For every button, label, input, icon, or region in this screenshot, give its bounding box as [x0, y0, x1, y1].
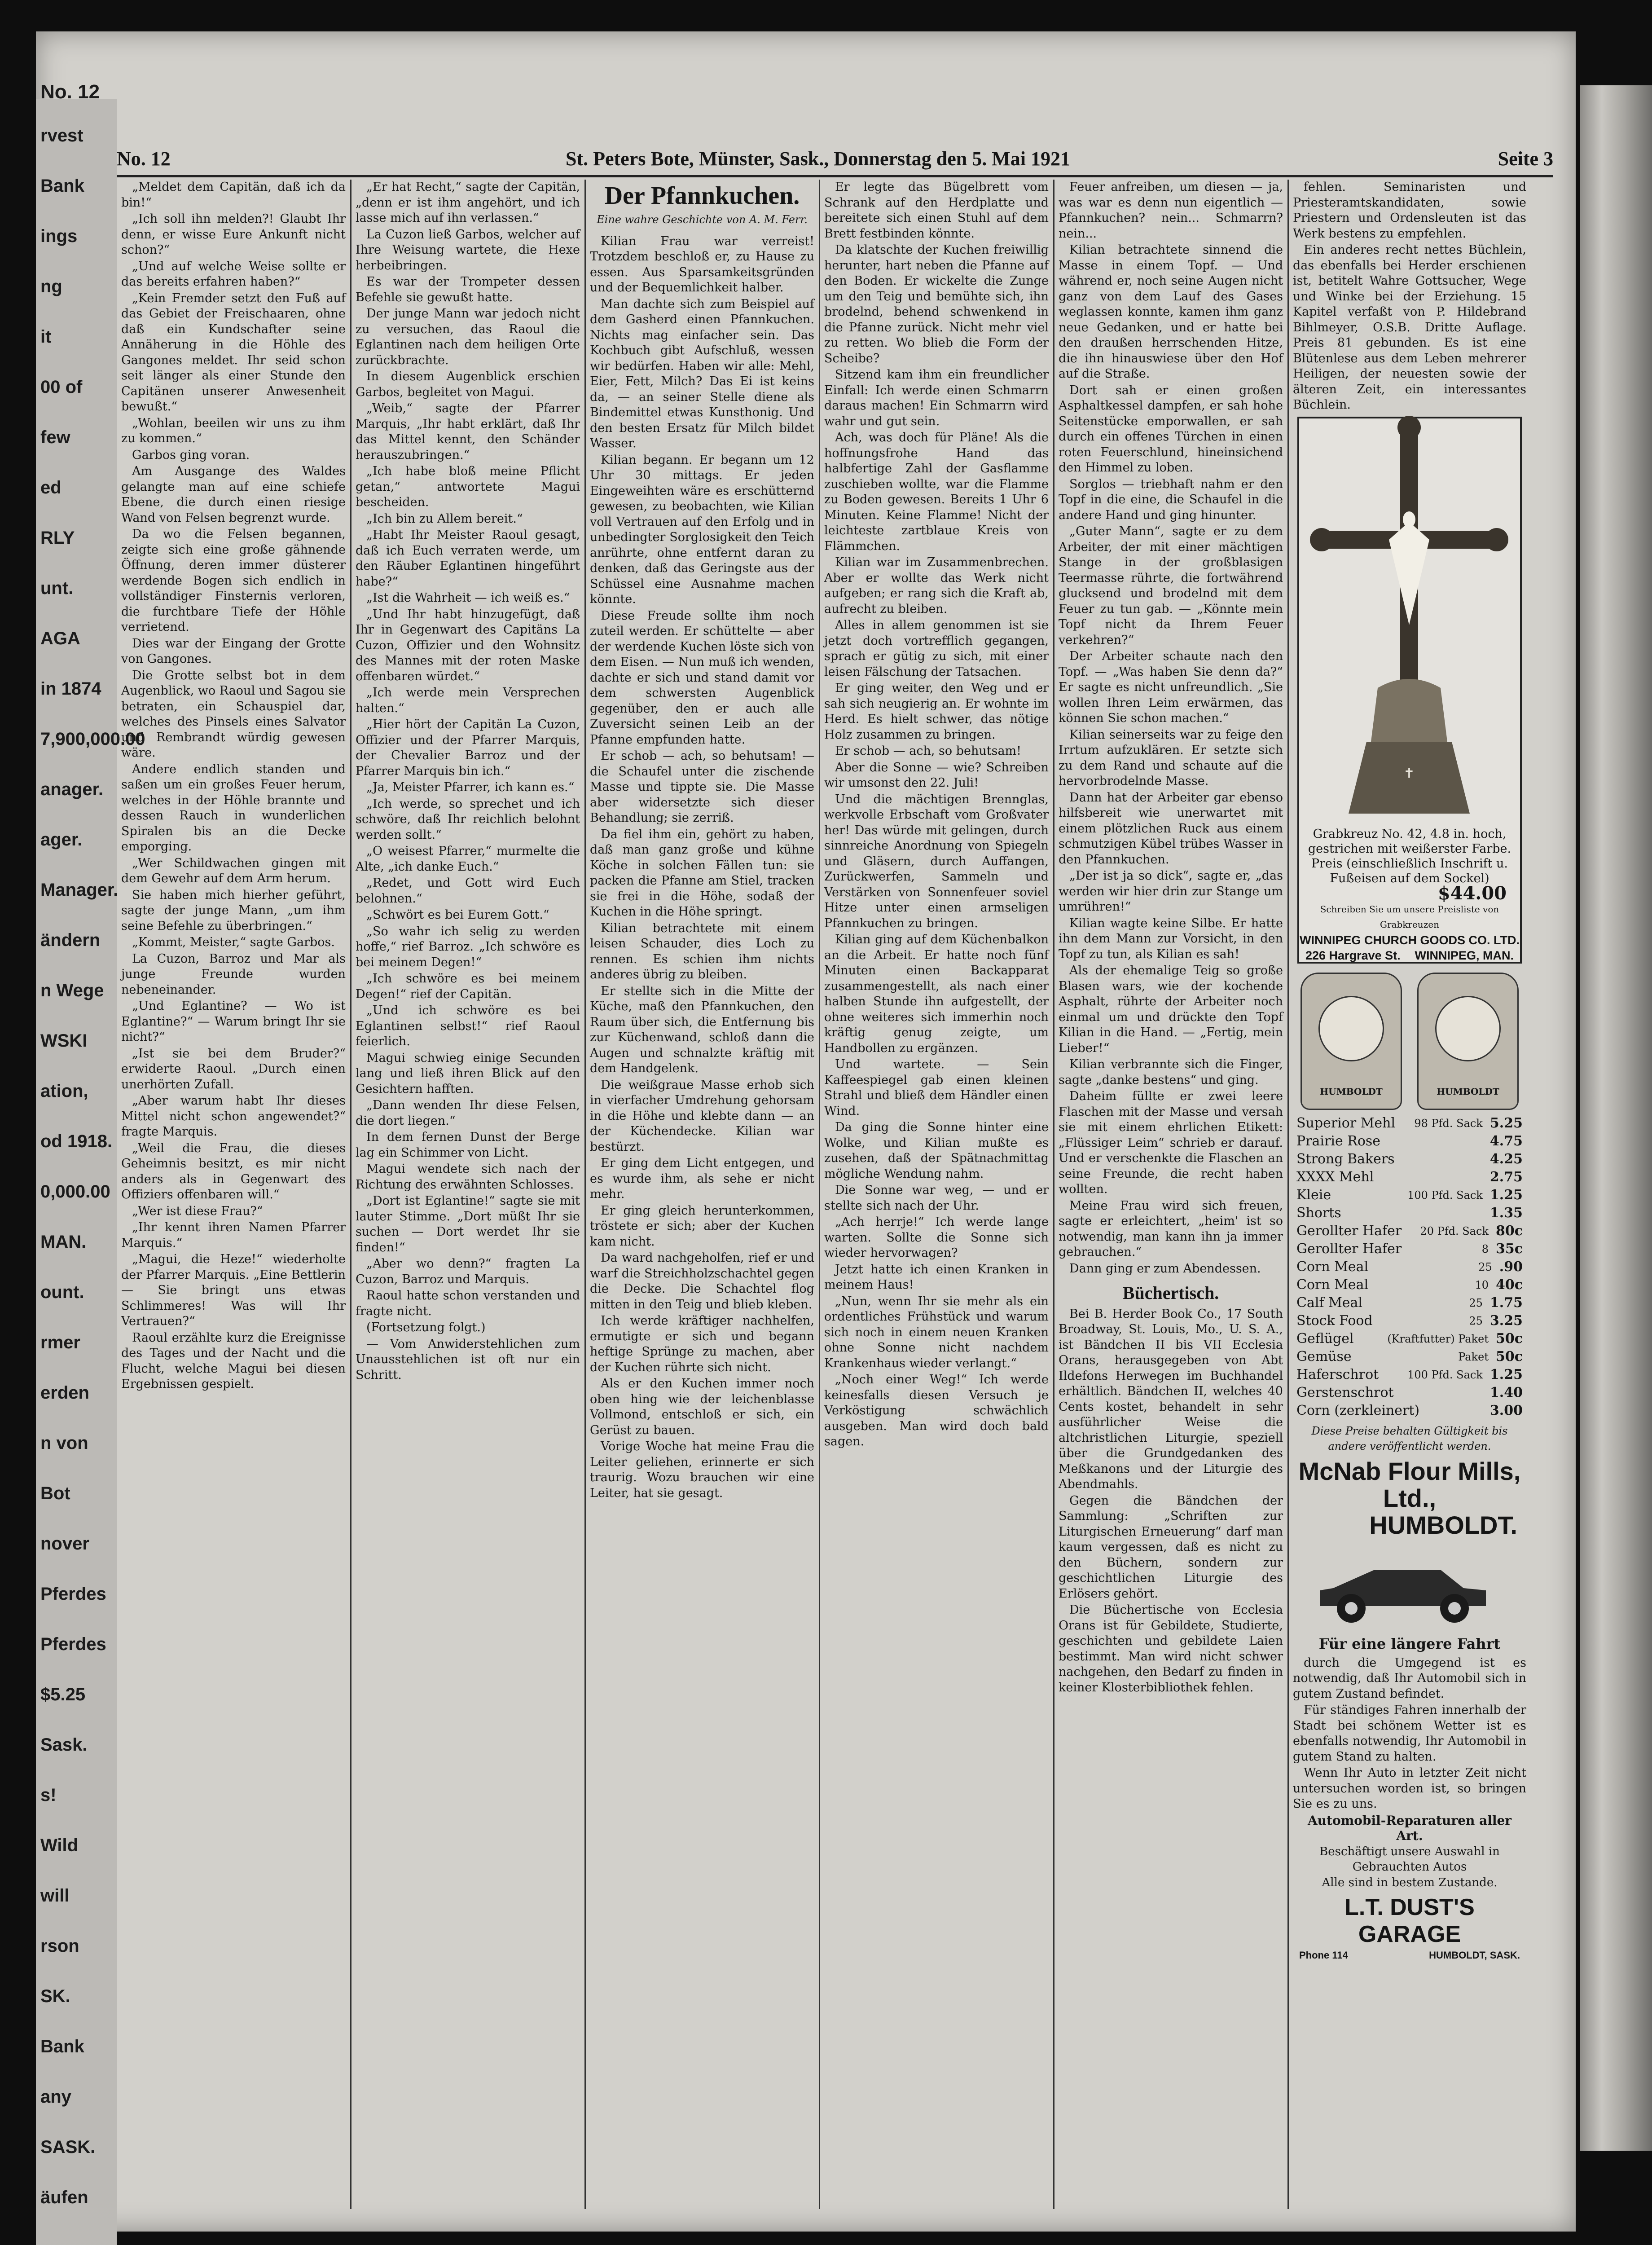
prev-page-fragment: SK.	[40, 1986, 70, 2006]
mill-city: HUMBOLDT.	[1369, 1510, 1517, 1539]
book-review-paragraph: Die Büchertische von Ecclesia Orans ist für Gebildete, Studierte, geschichten und gebildete Laien bestimmt. Man wird nicht schwer nachgehen, den Bedarf zu finden in keiner Klosterbibliothek fehlen.	[1059, 1603, 1283, 1695]
page-number: No. 12	[117, 148, 171, 170]
price-item: Corn Meal	[1296, 1259, 1369, 1275]
garage-ad-text	[1293, 1655, 1526, 1812]
story-paragraph: Der Arbeiter schaute nach den Topf. — „Was haben Sie denn da?“ Er sagte es nicht unfreundlich. „Sie wollen Ihren Leim erwärmen, das können Sie schon machen.“	[1059, 649, 1283, 725]
column-pfannkuchen-end	[1059, 180, 1283, 2209]
story-paragraph: Kilian betrachtete mit einem leisen Schauder, dies Loch zu rennen. Es schien ihm nichts anderes übrig zu bleiben.	[590, 921, 814, 982]
story-paragraph: „Und auf welche Weise sollte er das bereits erfahren haben?“	[121, 259, 346, 289]
price-row	[1293, 1384, 1526, 1402]
price-unit: Paket	[1458, 1350, 1489, 1363]
price-item: Haferschrot	[1296, 1366, 1379, 1382]
prev-page-fragment: Wild	[40, 1836, 79, 1855]
story-paragraph: (Fortsetzung folgt.)	[366, 1321, 486, 1334]
price-unit: (Kraftfutter) Paket	[1387, 1332, 1489, 1345]
price-row	[1293, 1240, 1526, 1258]
prev-page-fragment: Pferdes	[40, 1634, 106, 1654]
story-paragraph: Magui schwieg einige Secunden lang und ließ ihren Blick auf den Gesichtern hafften.	[356, 1051, 580, 1096]
price-item: Prairie Rose	[1296, 1133, 1381, 1149]
story-paragraph: „Ich werde, so sprechet und ich schwöre, daß Ihr reichlich belohnt werden sollt.“	[356, 797, 580, 842]
story-paragraph: In diesem Augenblick erschien Garbos, begleitet von Magui.	[356, 370, 580, 399]
prev-page-fragment: WSKI	[40, 1031, 88, 1051]
price-item: Corn Meal	[1296, 1277, 1369, 1293]
story-paragraph: „Ja, Meister Pfarrer, ich kann es.“	[366, 780, 575, 794]
sack-label: HUMBOLDT	[1437, 1086, 1499, 1097]
story-paragraph: Andere endlich standen und saßen um ein großes Feuer herum, welches in der Höhle brannte und dessen Rauch in wunderlichen Spiralen bis an die Decke emporging.	[121, 762, 346, 854]
prev-page-fragment: Sask.	[40, 1735, 88, 1755]
price-price: 3.25	[1489, 1312, 1523, 1329]
story-paragraph: — Vom Anwiderstehlichen zum Unausstehlichen ist oft nur ein Schritt.	[356, 1337, 580, 1382]
story-paragraph: Er stellte sich in die Mitte der Küche, maß den Pfannkuchen, den Raum über sich, die Entfernung bis zur Küchenwand, schloß dann die Augen und schnalzte kräftig mit dem Handgelenk.	[590, 984, 814, 1075]
flour-price-list	[1293, 1114, 1526, 1420]
story-paragraph: „Ach herrje!“ Ich werde lange warten. Sollte die Sonne sich wieder hervorwagen?	[824, 1215, 1049, 1260]
cross-price: $44.00	[1437, 883, 1507, 904]
newspaper-page	[36, 31, 1576, 2232]
price-row	[1293, 1222, 1526, 1240]
story-paragraph: „Er hat Recht,“ sagte der Capitän, „denn er ist ihm angehört, und ich lasse mich auf ihn verlassen.“	[356, 180, 580, 225]
flour-sacks-illustration	[1293, 973, 1526, 1110]
story-paragraph: Raoul hatte schon verstanden und fragte nicht.	[356, 1289, 580, 1318]
story-paragraph: „Noch einer Weg!“ Ich werde keinesfalls diesen Versuch je Verköstigung schwächlich ausgeben. Man wird doch bald sagen.	[824, 1373, 1049, 1448]
story-paragraph: Da wo die Felsen begannen, zeigte sich eine große gähnende Öffnung, deren immer düsterer werdende Bogen sich endlich in vollständiger Finsternis verloren, die furchtbare Tiefe der Höhle verrietend.	[121, 527, 346, 634]
prev-page-fragment: few	[40, 427, 70, 447]
story-paragraph: „Ich habe bloß meine Pflicht getan,“ antwortete Magui bescheiden.	[356, 464, 580, 509]
story-paragraph: Kilian seinerseits war zu feige den Irrtum aufzuklären. Er setzte sich zu dem Rand und schaute auf die hervorbrodelnde Masse.	[1059, 727, 1283, 788]
garage-phone: Phone 114	[1299, 1950, 1348, 1961]
price-unit: 8	[1481, 1242, 1489, 1255]
price-row	[1293, 1258, 1526, 1276]
story-paragraph: Als er den Kuchen immer noch oben hing wie der leichenblasse Vollmond, entschloß er sich, ein Gerüst zu bauen.	[590, 1377, 814, 1437]
story-paragraph: La Cuzon, Barroz und Mar als junge Freunde wurden nebeneinander.	[121, 951, 346, 997]
sack-label: HUMBOLDT	[1320, 1086, 1383, 1097]
story-paragraph: „Der ist ja so dick“, sagte er, „das werden wir hier drin zur Stange um umrühren!“	[1059, 869, 1283, 914]
sack-emblem	[1435, 996, 1501, 1061]
price-price: 1.25	[1489, 1187, 1523, 1203]
previous-page-edge	[36, 81, 145, 2245]
flour-sack	[1301, 973, 1402, 1110]
story-paragraph: Und die mächtigen Brennglas, werkvolle Erbschaft vom Großvater her! Das würde mit gelingen, durch sinnreiche Anordnung von Spiegeln und Gläsern, durch Auffangen, Zurückwerfen, Sammeln und Verstärken von Sonnenfeuer soviel Hitze unter einen armseligen Pfannkuchen zu bringen.	[824, 792, 1049, 930]
price-item: Geflügel	[1296, 1330, 1354, 1347]
story-paragraph: „Ist sie bei dem Bruder?“ erwiderte Raoul. „Durch einen unerhörten Zufall.	[121, 1046, 346, 1092]
flour-sack	[1417, 973, 1519, 1110]
story-subtitle: Eine wahre Geschichte von A. M. Ferr.	[597, 213, 808, 226]
prev-page-fragment: Bank	[40, 2037, 84, 2056]
story-paragraph: Da ward nachgeholfen, rief er und warf die Streichholzschachtel gegen die Decke. Die Schachtel flog mitten in den Teig und blieb kleben.	[590, 1251, 814, 1312]
story-paragraph: „Hier hört der Capitän La Cuzon, Offizier und der Pfarrer Marquis, der Chevalier Barroz und der Pfarrer Marquis bin ich.“	[356, 718, 580, 778]
prev-page-fragment: ount.	[40, 1282, 84, 1302]
price-item: Gerollter Hafer	[1296, 1241, 1402, 1257]
column-rule	[350, 180, 351, 2209]
story-paragraph: Kilian betrachtete sinnend die Masse in einem Topf. — Und während er, noch seine Augen nicht ganz von dem Lauf des Gases weglassen konnte, kamen ihm ganz neue Gedanken, und er hatte bei den draußen herrschenden Hitze, die ihn hinauswiese über den Hof auf die Straße.	[1059, 243, 1283, 381]
story-paragraph: Daheim füllte er zwei leere Flaschen mit der Masse und versah sie mit einem ehrlichen Etikett: „Flüssiger Leim“ schrieb er darauf. Und er verschenkte die Flaschen an seine Freunde, die recht haben wollten.	[1059, 1089, 1283, 1196]
story-paragraph: „Magui, die Heze!“ wiederholte der Pfarrer Marquis. „Eine Bettlerin — Sie bringt uns etwas Schlimmeres! Was will Ihr Vertrauen?“	[121, 1252, 346, 1328]
price-unit: 20 Pfd. Sack	[1420, 1224, 1489, 1237]
story-paragraph: Und wartete. — Sein Kaffeespiegel gab einen kleinen Strahl und bließ dem Händler einen Wind.	[824, 1057, 1049, 1118]
prev-page-fragment: ändern	[40, 930, 101, 950]
prev-page-fragment: äufen	[40, 2188, 88, 2207]
price-unit: 25	[1478, 1260, 1492, 1273]
story-paragraph: Er legte das Bügelbrett vom Schrank auf den Herdplatte und bereitete sich einen Stuhl auf dem Brett festbinden könnte.	[824, 180, 1049, 241]
column-rule	[1287, 180, 1289, 2209]
prev-page-fragment: ation,	[40, 1081, 88, 1101]
story-paragraph: In dem fernen Dunst der Berge lag ein Schimmer von Licht.	[356, 1130, 580, 1160]
price-price: 3.00	[1489, 1402, 1523, 1418]
paper-title-date: St. Peters Bote, Münster, Sask., Donnerstag den 5. Mai 1921	[566, 148, 1070, 170]
prev-page-fragment: od 1918.	[40, 1131, 113, 1151]
price-item: Superior Mehl	[1296, 1115, 1396, 1131]
page-label: Seite 3	[1498, 148, 1553, 170]
sack-emblem	[1318, 996, 1384, 1061]
book-notice	[1293, 180, 1526, 413]
prev-page-fragment: Manager.	[40, 880, 119, 900]
story-paragraph: Alles in allem genommen ist sie jetzt doch vortrefflich gegangen, sprach er gütig zu sich, mit einer leisen Fälschung der Tatsachen.	[824, 618, 1049, 679]
book-notice-paragraph: fehlen. Seminaristen und Priesteramtskandidaten, sowie Priestern und Ordensleuten ist das Werk bestens zu empfehlen.	[1293, 180, 1526, 241]
story-paragraph: „Kein Fremder setzt den Fuß auf das Gebiet der Freischaaren, ohne daß ein Kundschafter seine Annäherung in die Höhle des Gangones meldet. Ihr seid schon seit länger als einer Stunde den Capitänen unserer Anwesenheit bewußt.“	[121, 291, 346, 414]
price-row	[1293, 1330, 1526, 1348]
story-paragraph: „Ich schwöre es bei meinem Degen!“ rief der Capitän.	[356, 972, 580, 1001]
story-paragraph: „Kommt, Meister,“ sagte Garbos.	[132, 935, 335, 949]
story-paragraph: Dies war der Eingang der Grotte von Gangones.	[121, 636, 346, 666]
cross-note: Schreiben Sie um unsere Preisliste von Grabkreuzen	[1320, 903, 1499, 930]
story-paragraph: Der junge Mann war jedoch nicht zu versuchen, das Raoul die Eglantinen nach dem heiligen Orte zurückbrachte.	[356, 307, 580, 367]
prev-page-fragment: 00 of	[40, 377, 83, 397]
story-paragraph: „Ich soll ihn melden?! Glaubt Ihr denn, er wisse Eure Ankunft nicht schon?“	[121, 212, 346, 257]
book-review-paragraph: Bei B. Herder Book Co., 17 South Broadway, St. Louis, Mo., U. S. A., ist Bändchen II bis VII Ecclesia Orans, herausgegeben von Abt Ildefons Herwegen im Buchhandel erhältlich. Bändchen II, welches 40 Cents kostet, behandelt in sehr ausführlicher Weise die altchristlichen Liturgie, speziell über die Grundgedanken des Meßkanons und der Liturgie des Abendmahls.	[1059, 1307, 1283, 1491]
story-paragraph: Da klatschte der Kuchen freiwillig herunter, hart neben die Pfanne auf den Boden. Er wickelte die Zunge um den Teig und bemühte sich, ihn brodelnd, behend schwenkend in die Pfanne zurück. Nicht mehr viel zu retten. Wo blieb die Form der Scheibe?	[824, 243, 1049, 365]
story-paragraph: Die Grotte selbst bot in dem Augenblick, wo Raoul und Sagou sie betraten, ein Schauspiel dar, welches des Pinsels eines Salvator und Rembrandt würdig gewesen wäre.	[121, 668, 346, 760]
crucifix-illustration	[1299, 418, 1519, 823]
garage-paragraph: Wenn Ihr Auto in letzter Zeit nicht untersuchen worden ist, so bringen Sie es zu uns.	[1293, 1766, 1526, 1811]
story-paragraph: „Wer Schildwachen gingen mit dem Gewehr auf dem Arm herum.	[121, 856, 346, 885]
prev-page-fragment: Bank	[40, 176, 84, 196]
prev-page-fragment: RLY	[40, 528, 75, 548]
story-paragraph: Er ging dem Licht entgegen, und es wurde ihm, als sehe er nicht mehr.	[590, 1156, 814, 1201]
price-unit: 25	[1469, 1314, 1483, 1327]
story-paragraph: „Und ich schwöre es bei Eglantinen selbst!“ rief Raoul feierlich.	[356, 1004, 580, 1048]
prev-page-fragment: ed	[40, 478, 62, 497]
story-paragraph: „Ihr kennt ihren Namen Pfarrer Marquis.“	[121, 1220, 346, 1250]
column-pfannkuchen	[590, 180, 814, 2209]
story-paragraph: „Redet, und Gott wird Euch belohnen.“	[356, 876, 580, 906]
column-rule	[1053, 180, 1054, 2209]
story-paragraph: „Wer ist diese Frau?“	[132, 1204, 263, 1218]
story-paragraph: Ach, was doch für Pläne! Als die hoffnungsfrohe Hand das halbfertige Zahl der Gasflamme zuschieben wollte, war die Flamme zu Boden gewesen. Bereits 1 Uhr 6 Minuten. Keine Flamme! Nicht der leichteste zartblaue Kreis von Flämmchen.	[824, 431, 1049, 553]
price-item: XXXX Mehl	[1296, 1169, 1374, 1185]
prev-page-fragment: 0,000.00	[40, 1182, 110, 1202]
story-paragraph: „Ich bin zu Allem bereit.“	[366, 511, 523, 526]
page-binding-edge	[1580, 85, 1652, 2151]
price-item: Gerollter Hafer	[1296, 1223, 1402, 1239]
story-paragraph: „Dort ist Eglantine!“ sagte sie mit lauter Stimme. „Dort müßt Ihr sie suchen — Dort werdet Ihr sie finden!“	[356, 1194, 580, 1255]
story-paragraph: „Habt Ihr Meister Raoul gesagt, daß ich Euch verraten werde, um den Räuber Eglantinen hingeführt habe?“	[356, 528, 580, 589]
price-unit	[1380, 1132, 1490, 1150]
story-body	[590, 234, 814, 1501]
price-unit	[1419, 1402, 1490, 1420]
story-paragraph: Dort sah er einen großen Asphaltkessel dampfen, er sah hohe Seitenstücke emporwallen, er sah durch ein offenes Türchen in einen roten Feuerschlund, hineinsichend den Himmel zu loben.	[1059, 383, 1283, 475]
price-item: Gemüse	[1296, 1348, 1352, 1365]
price-unit	[1374, 1168, 1490, 1186]
prev-page-fragment: MAN.	[40, 1232, 87, 1252]
price-item: Shorts	[1296, 1205, 1341, 1221]
story-paragraph: „Und Ihr habt hinzugefügt, daß Ihr in Gegenwart des Capitäns La Cuzon, Offizier und den Wohnsitz des Mannes mit der roten Maske offenbaren würdet.“	[356, 607, 580, 683]
story-paragraph: Meine Frau wird sich freuen, sagte er erleichtert, „heim' ist so notwendig, man kann ihn ja immer gebrauchen.“	[1059, 1198, 1283, 1259]
story-paragraph: Garbos ging voran.	[132, 448, 250, 462]
prev-page-fragment: unt.	[40, 578, 74, 598]
prev-page-fragment: in 1874	[40, 679, 101, 699]
book-notice-paragraph: Ein anderes recht nettes Büchlein, das ebenfalls bei Herder erschienen ist, betitelt Wahre Gottsucher, Wege und Winke bei der Erziehung. 15 Kapitel verfaßt von P. Hildebrand Bihlmeyer, O.S.B. Dritte Auflage. Preis 81 gebunden. Es ist eine Blütenlese aus dem Leben mehrerer Heiligen, der neuesten sowie der älteren Zeit, ein interessantes Büchlein.	[1293, 243, 1526, 412]
price-row	[1293, 1150, 1526, 1168]
story-paragraph: Er schob — ach, so behutsam! — die Schaufel unter die zischende Masse und tippte sie. Die Masse aber widersetzte sich dieser Behandlung; sie zerriß.	[590, 749, 814, 825]
story-paragraph: Die Sonne war weg, — und er stellte sich nach der Uhr.	[824, 1183, 1049, 1213]
price-row	[1293, 1204, 1526, 1222]
prev-page-fragment: Bot	[40, 1483, 70, 1503]
prev-page-fragment: it	[40, 327, 52, 347]
prices-note: Diese Preise behalten Gültigkeit bis andere veröffentlicht werden.	[1311, 1424, 1508, 1453]
story-paragraph: Sorglos — triebhaft nahm er den Topf in die eine, die Schaufel in die andere Hand und ging hinunter.	[1059, 477, 1283, 522]
story-paragraph: Magui wendete sich nach der Richtung des erwähnten Schlosses.	[356, 1162, 580, 1192]
price-price: 2.75	[1489, 1169, 1523, 1185]
price-unit: 25	[1469, 1296, 1483, 1309]
church-goods-address: 226 Hargrave St.	[1305, 949, 1401, 962]
story-paragraph: Die weißgraue Masse erhob sich in vierfacher Umdrehung gehorsam in die Höhe und klebte dann — an der Küchendecke. Kilian war bestürzt.	[590, 1078, 814, 1154]
story-paragraph: Als der ehemalige Teig so große Blasen wars, wie der kochende Asphalt, rührte der Arbeiter noch einmal um und drückte den Topf Kilian in die Hand. — „Fertig, mein Lieber!“	[1059, 964, 1283, 1055]
price-price: 5.25	[1489, 1115, 1523, 1131]
story-paragraph: Er schob — ach, so behutsam!	[835, 744, 1022, 758]
page-header	[117, 144, 1553, 177]
prev-page-fragment: Pferdes	[40, 1584, 106, 1604]
prev-page-fragment: rmer	[40, 1333, 80, 1352]
garage-city: HUMBOLDT, SASK.	[1429, 1950, 1520, 1961]
price-item: Gerstenschrot	[1296, 1384, 1394, 1400]
price-price: 4.75	[1489, 1133, 1523, 1149]
story-paragraph: Man dachte sich zum Beispiel auf dem Gasherd einen Pfannkuchen. Nichts mag einfacher sein. Das Kochbuch gibt Aufschluß, wessen wir bedürfen. Haben wir alle: Mehl, Eier, Fett, Milch? Das Ei ist keins da, — an seiner Stelle diene als Bindemittel etwas Kunsthonig. Und den besten Ersatz für Milch bildet Wasser.	[590, 297, 814, 450]
story-paragraph: „Und Eglantine? — Wo ist Eglantine?“ — Warum bringt Ihr sie nicht?“	[121, 999, 346, 1044]
books-body	[1059, 1307, 1283, 1696]
price-unit	[1341, 1204, 1490, 1222]
story-paragraph: Sie haben mich hierher geführt, sagte der junge Mann, „um ihm seine Befehle zu überbringen.“	[121, 888, 346, 933]
column-pfannkuchen-cont	[824, 180, 1049, 2209]
price-price: 1.25	[1489, 1366, 1523, 1382]
price-row	[1293, 1348, 1526, 1366]
column-rule	[819, 180, 820, 2209]
price-unit: 98 Pfd. Sack	[1414, 1117, 1483, 1130]
story-ending	[1059, 180, 1283, 1277]
price-unit	[1395, 1150, 1490, 1168]
column-rule	[584, 180, 586, 2209]
price-item: Corn (zerkleinert)	[1296, 1402, 1420, 1418]
cross-caption: Grabkreuz No. 42, 4.8 in. hoch, gestrichen mit weißerster Farbe. Preis (einschließlich Inschrift u. Fußeisen auf dem Sockel)	[1308, 827, 1511, 885]
price-price: 50c	[1495, 1330, 1523, 1347]
story-paragraph: „Aber wo denn?“ fragten La Cuzon, Barroz und Marquis.	[356, 1257, 580, 1286]
story-paragraph: Jetzt hatte ich einen Kranken in meinem Haus!	[824, 1262, 1049, 1292]
story-paragraph: Ich werde kräftiger nachhelfen, ermutigte er sich und begann heftige Sprünge zu machen, aber der Kuchen rührte sich nicht.	[590, 1314, 814, 1374]
story-paragraph: Kilian wagte keine Silbe. Er hatte ihn dem Mann zur Vorsicht, in den Topf zu tun, als Kilian es sah!	[1059, 916, 1283, 961]
story-paragraph: Er ging gleich herunterkommen, tröstete er sich; aber der Kuchen kam nicht.	[590, 1203, 814, 1249]
story-paragraph: Da fiel ihm ein, gehört zu haben, daß man ganz große und kühne Köche in solchen Fällen tun: sie packen die Pfanne am Stiel, tracken sie frei in die Höhe, sodaß der Kuchen in die Höhe springt.	[590, 827, 814, 919]
column-advertisements	[1293, 180, 1526, 2209]
story-paragraph: Dann hat der Arbeiter gar ebenso hilfsbereit wie unerwartet mit einem plötzlichen Ruck aus einem schmutzigen Kübel trübes Wasser in den Pfannkuchen.	[1059, 790, 1283, 867]
price-price: 1.40	[1489, 1384, 1523, 1400]
price-price: 4.25	[1489, 1151, 1523, 1167]
story-title: Der Pfannkuchen.	[604, 182, 800, 210]
automobile-illustration	[1293, 1539, 1517, 1629]
price-row	[1293, 1402, 1526, 1420]
price-row	[1293, 1114, 1526, 1132]
price-price: 35c	[1495, 1241, 1523, 1257]
price-row	[1293, 1366, 1526, 1384]
price-row	[1293, 1168, 1526, 1186]
prev-page-fragment: ings	[40, 226, 78, 246]
price-unit: 100 Pfd. Sack	[1407, 1189, 1483, 1202]
price-item: Calf Meal	[1296, 1294, 1363, 1311]
prev-page-fragment: n Wege	[40, 981, 104, 1000]
story-paragraph: Kilian begann. Er begann um 12 Uhr 30 mittags. Er jeden Eingeweihten wäre es erschütternd gewesen, zu beobachten, wie Kilian voll Vertrauen auf den Erfolg und in unbedingter Sorglosigkeit den Teich anrührte, ohne entfernt daran zu denken, daß das Geringste aus der Schüssel eine Ausnahme machen könnte.	[590, 453, 814, 606]
garage-guarantee: Alle sind in bestem Zustande.	[1322, 1875, 1498, 1889]
story-paragraph: „Schwört es bei Eurem Gott.“	[366, 908, 549, 922]
story-paragraph: Dann ging er zum Abendessen.	[1069, 1261, 1261, 1276]
story-paragraph: Raoul erzählte kurz die Ereignisse des Tages und der Nacht und die Flucht, welche Magui bei diesen Ergebnissen gespielt.	[121, 1330, 346, 1391]
story-paragraph: Kilian war im Zusammenbrechen. Aber er wollte das Werk nicht aufgeben; er rang sich die Kraft ab, aufrecht zu bleiben.	[824, 555, 1049, 616]
mill-name: McNab Flour Mills, Ltd.,	[1298, 1457, 1521, 1512]
garage-name: L.T. DUST'S GARAGE	[1344, 1894, 1475, 1947]
price-row	[1293, 1276, 1526, 1294]
story-paragraph: „Ich werde mein Versprechen halten.“	[356, 686, 580, 715]
story-paragraph: Vorige Woche hat meine Frau die Leiter geliehen, erinnerte er sich traurig. Wozu brauchen wir eine Leiter, hat sie gesagt.	[590, 1439, 814, 1500]
prev-page-fragment: rson	[40, 1936, 79, 1956]
price-unit	[1394, 1384, 1490, 1402]
price-unit: 100 Pfd. Sack	[1407, 1368, 1483, 1381]
story-paragraph: „Dann wenden Ihr diese Felsen, die dort liegen.“	[356, 1098, 580, 1128]
price-row	[1293, 1186, 1526, 1204]
prev-page-fragment: $5.25	[40, 1685, 86, 1704]
price-item: Stock Food	[1296, 1312, 1373, 1329]
price-price: .90	[1499, 1259, 1523, 1275]
prev-page-fragment: anager.	[40, 779, 104, 799]
story-paragraph: Kilian verbrannte sich die Finger, sagte „danke bestens“ und ging.	[1059, 1057, 1283, 1087]
books-title: Büchertisch.	[1122, 1283, 1219, 1303]
story-paragraph: „Ist die Wahrheit — ich weiß es.“	[366, 591, 570, 605]
story-paragraph: Kilian ging auf dem Küchenbalkon an die Arbeit. Er hatte noch fünf Minuten einen Backapparat zusammengestellt, als nach einer halben Stunde ihn aufgestellt, der ohne weiteres sich immerhin noch kräftig genug zeigte, um Handbollen zu ergänzen.	[824, 933, 1049, 1055]
church-goods-company: WINNIPEG CHURCH GOODS CO. LTD.	[1300, 933, 1520, 947]
story-paragraph: „Wohlan, beeilen wir uns zu ihm zu kommen.“	[121, 416, 346, 445]
story-paragraph: „O weisest Pfarrer,“ murmelte die Alte, „ich danke Euch.“	[356, 844, 580, 874]
prev-page-fragment: n von	[40, 1433, 88, 1453]
story-paragraph: Aber die Sonne — wie? Schreiben wir umsonst den 22. Juli!	[824, 760, 1049, 790]
story-paragraph: Am Ausgange des Waldes gelangte man auf eine schiefe Ebene, die durch einen riesige Wand von Felsen begrenzt wurde.	[121, 464, 346, 525]
price-price: 40c	[1495, 1277, 1523, 1293]
story-paragraph: „Meldet dem Capitän, daß ich da bin!“	[121, 180, 346, 210]
price-row	[1293, 1294, 1526, 1312]
garage-repair: Automobil-Reparaturen aller Art.	[1307, 1813, 1512, 1843]
story-paragraph: Diese Freude sollte ihm noch zuteil werden. Er schüttelte — aber der werdende Kuchen löste sich von dem Eisen. — Nun muß ich wenden, dachte er sich und stand damit vor dem schwersten Augenblick gegenüber, den er auch alle Zuversicht seinen Leib an der Pfanne empfunden hatte.	[590, 608, 814, 747]
story-paragraph: Sitzend kam ihm ein freundlicher Einfall: Ich werde einen Schmarrn daraus machen! Ein Schmarrn wird wahr und gut sein.	[824, 368, 1049, 428]
garage-paragraph: durch die Umgegend ist es notwendig, daß Ihr Automobil sich in gutem Zustand befindet.	[1293, 1655, 1526, 1701]
prev-page-fragment: SASK.	[40, 2137, 96, 2157]
price-price: 1.75	[1489, 1294, 1523, 1311]
price-price: 80c	[1495, 1223, 1523, 1239]
church-goods-city: WINNIPEG, MAN.	[1415, 949, 1514, 962]
prev-page-fragment: ng	[40, 277, 62, 296]
prev-page-fragment: nover	[40, 1534, 89, 1554]
story-paragraph: Er ging weiter, den Weg und er sah sich neugierig an. Er wohnte im Herd. Es hielt schwer, das nötige Holz zusammen zu bringen.	[824, 681, 1049, 742]
svg-text:✝: ✝	[1403, 765, 1415, 781]
prev-page-number: No. 12	[40, 81, 100, 103]
price-price: 1.35	[1489, 1205, 1523, 1221]
story-paragraph: „Aber warum habt Ihr dieses Mittel nicht schon angewendet?“ fragte Marquis.	[121, 1094, 346, 1139]
book-review-paragraph: Gegen die Bändchen der Sammlung: „Schriften zur Liturgischen Erneuerung“ darf man kaum vergessen, daß es nicht zu den Büchern, sondern zur geschichtlichen Liturgie des Erlösers gehört.	[1059, 1493, 1283, 1601]
story-paragraph: La Cuzon ließ Garbos, welcher auf Ihre Weisung wartete, die Hexe herbeibringen.	[356, 227, 580, 273]
story-paragraph: „So wahr ich selig zu werden hoffe,“ rief Barroz. „Ich schwöre es bei meinem Degen!“	[356, 924, 580, 969]
story-paragraph: Feuer anfreiben, um diesen — ja, was war es denn nun eigentlich — Pfannkuchen? nein... Schmarrn? nein...	[1059, 180, 1283, 241]
story-paragraph: Kilian Frau war verreist! Trotzdem beschloß er, zu Hause zu essen. Aus Sparsamkeitsgründen und der Bequemlichkeit halber.	[590, 234, 814, 295]
prev-page-fragment: will	[40, 1886, 70, 1906]
price-unit: 10	[1475, 1278, 1489, 1291]
price-item: Strong Bakers	[1296, 1151, 1395, 1167]
price-price: 50c	[1495, 1348, 1523, 1365]
prev-page-fragment: s!	[40, 1785, 57, 1805]
garage-heading: Für eine längere Fahrt	[1318, 1635, 1501, 1652]
story-paragraph: „Nun, wenn Ihr sie mehr als ein ordentliches Frühstück und warum sich noch in einem neuen Kranken ohne Sonne nicht nachdem Krankenhaus wieder verlangt.“	[824, 1294, 1049, 1370]
grave-cross-ad	[1297, 417, 1522, 964]
story-paragraph: Da ging die Sonne hinter eine Wolke, und Kilian mußte es zusehen, daß der Spätnachmittag mögliche Wendung nahm.	[824, 1120, 1049, 1181]
column-story-part2	[356, 180, 580, 2209]
story-paragraph: „Weil die Frau, die dieses Geheimnis besitzt, es mir nicht anders als in Gegenwart des Offiziers offenbaren will.“	[121, 1141, 346, 1202]
column-story-part1	[121, 180, 346, 2209]
price-item: Kleie	[1296, 1187, 1331, 1203]
prev-page-fragment: AGA	[40, 629, 80, 648]
story-paragraph: „Weib,“ sagte der Pfarrer Marquis, „Ihr habt erklärt, daß Ihr das Mittel kennt, den Schänder herauszubringen.“	[356, 401, 580, 462]
garage-used-cars: Beschäftigt unsere Auswahl in Gebrauchten Autos	[1319, 1844, 1500, 1874]
prev-page-fragment: erden	[40, 1383, 89, 1403]
story-paragraph: Es war der Trompeter dessen Befehle sie gewußt hatte.	[356, 275, 580, 304]
prev-page-fragment: any	[40, 2087, 71, 2107]
prev-page-fragment: ager.	[40, 830, 83, 850]
price-row	[1293, 1312, 1526, 1330]
price-row	[1293, 1132, 1526, 1150]
story-paragraph: „Guter Mann“, sagte er zu dem Arbeiter, der mit einer mächtigen Stange in der großblasigen Teermasse rührte, die fortwährend glucksend und brodelnd mit dem Feuer zu tun gab. — „Könnte mein Topf nicht da Ihrem Feuer verkehren?“	[1059, 524, 1283, 647]
prev-page-fragment: rvest	[40, 126, 83, 145]
prev-page-fragment: 7,900,000.00	[40, 729, 145, 749]
garage-paragraph: Für ständiges Fahren innerhalb der Stadt bei schönem Wetter ist es ebenfalls notwendig, Ihr Automobil in gutem Stand zu halten.	[1293, 1703, 1526, 1764]
